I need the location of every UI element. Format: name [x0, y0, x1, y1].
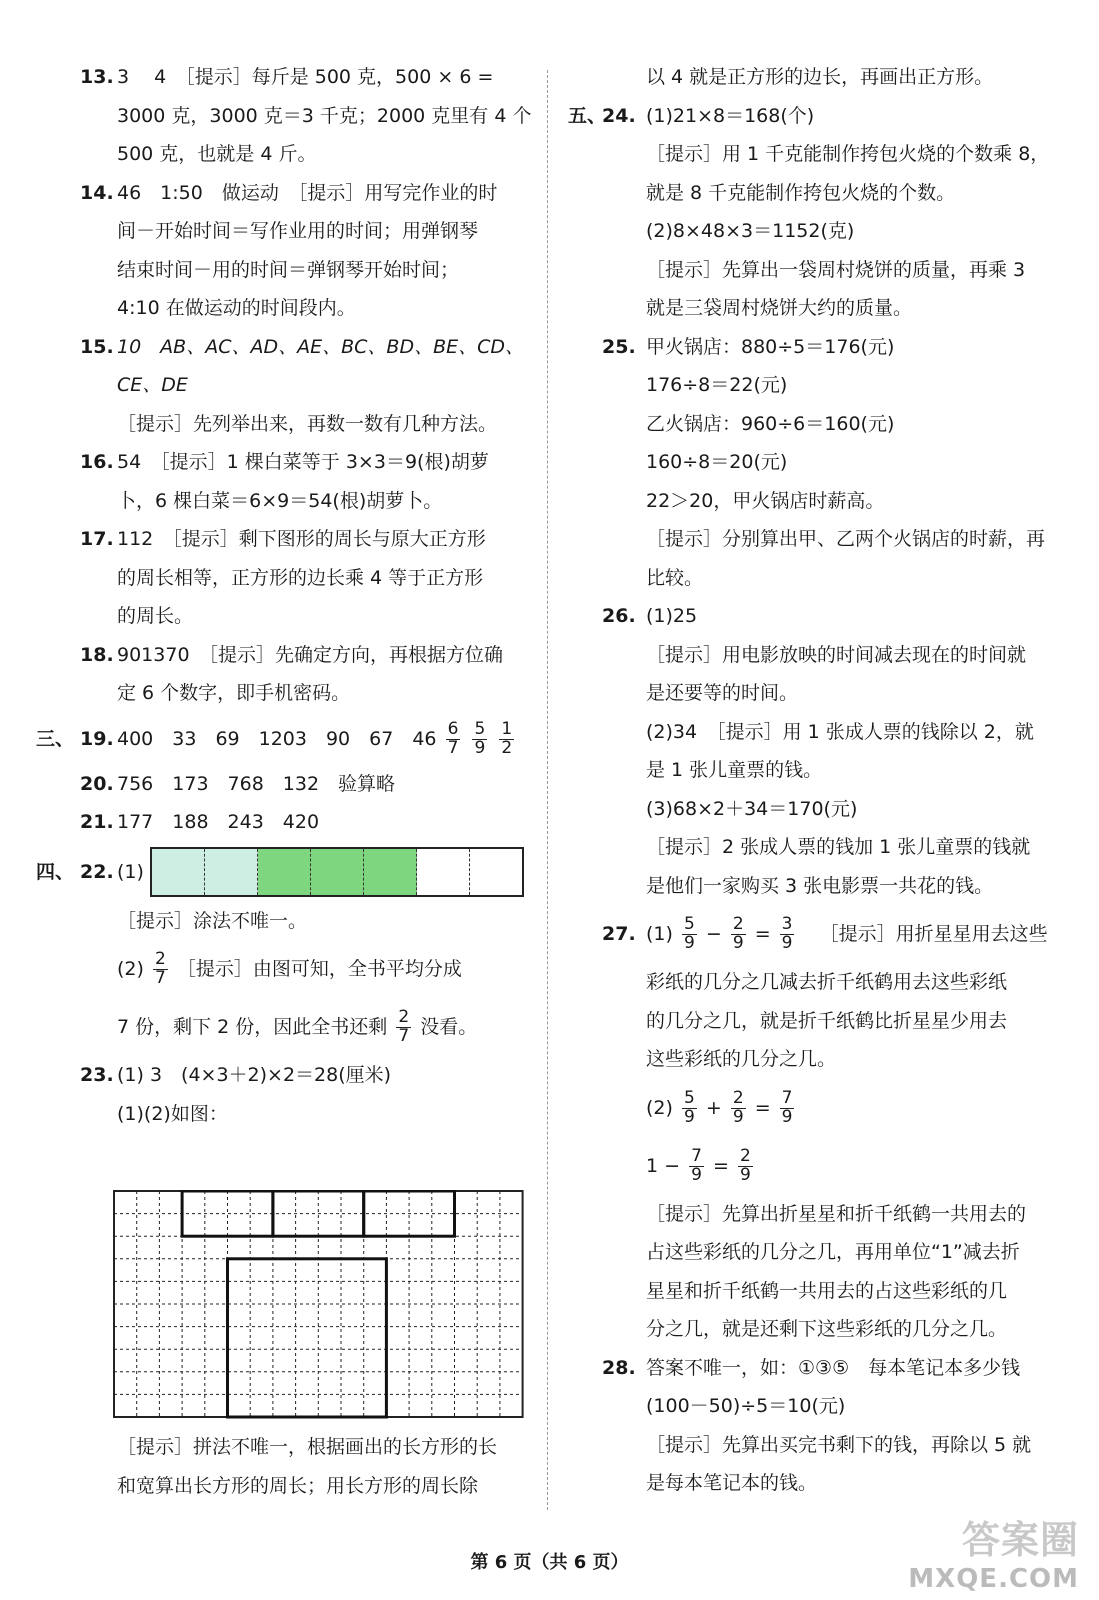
- grid-figure: [113, 1190, 525, 1420]
- q15-line1: [80, 328, 530, 367]
- q18-line2: 定 6 个数字，即手机密码。: [117, 682, 351, 704]
- q19-frac-1: $\frac{6}{7}$: [447, 718, 459, 758]
- q27-frac-c2: $\frac{7}{9}$: [781, 1087, 793, 1127]
- q21-line: [80, 803, 530, 842]
- r-line-20: ［提示］2 张成人票的钱加 1 张儿童票的钱就: [646, 836, 1031, 858]
- q19-label: 19.: [80, 727, 114, 750]
- r-line-15: ［提示］用电影放映的时间减去现在的时间就: [646, 643, 1027, 666]
- q26-label: 26.: [602, 605, 636, 627]
- q22-line3b: 没看。: [420, 1016, 478, 1038]
- q13-line3: 500 克，也就是 4 斤。: [117, 143, 317, 165]
- q22-frac: $\frac{2}{7}$: [154, 949, 166, 988]
- q27-eq2: =: [754, 1096, 771, 1119]
- q14-line2: 间－开始时间＝写作业用的时间；用弹钢琴: [117, 220, 479, 242]
- q26-line1: [568, 597, 1068, 636]
- q17-line1: [80, 520, 530, 559]
- q27-l3: 的几分之几，就是折千纸鹤比折星星少用去: [646, 1009, 1008, 1032]
- r-line-3: 就是 8 千克能制作挎包火烧的个数。: [646, 181, 956, 204]
- q27-h4: 分之几，就是还剩下这些彩纸的几分之几。: [646, 1318, 1008, 1340]
- q16-line2: 卜，6 棵白菜＝6×9＝54(根)胡萝卜。: [117, 489, 443, 512]
- r-line-11: 22＞20，甲火锅店时薪高。: [646, 489, 885, 512]
- q17-text1: 112 ［提示］剩下图形的周长与原大正方形: [117, 528, 486, 550]
- q17-line3: 的周长。: [117, 605, 194, 627]
- q27-frac-c1: $\frac{3}{9}$: [781, 914, 793, 953]
- q28-label: 28.: [602, 1356, 636, 1379]
- q27-p2: (2): [646, 1096, 673, 1119]
- q14-line4: 4:10 在做运动的时间段内。: [117, 297, 356, 319]
- q22-hint2: ［提示］由图可知，全书平均分成: [176, 958, 462, 980]
- q22-line2: [80, 940, 530, 998]
- q22-part1: (1): [117, 860, 144, 883]
- section-4-label: 四、: [36, 860, 75, 883]
- q13-line1: [80, 58, 530, 97]
- bar-cell-1: [152, 849, 205, 895]
- q18-label: 18.: [80, 643, 114, 666]
- q17-line2: 的周长相等，正方形的边长乘 4 等于正方形: [117, 566, 484, 589]
- q27-l4: 这些彩纸的几分之几。: [646, 1048, 837, 1070]
- section-3-label: 三、: [36, 727, 75, 750]
- page-footer: 第 6 页（共 6 页）: [470, 1552, 629, 1573]
- r-line-5: ［提示］先算出一袋周村烧饼的质量，再乘 3: [646, 258, 1026, 281]
- q27-line1: [568, 905, 1068, 963]
- column-divider: [547, 70, 548, 1510]
- q16-label: 16.: [80, 451, 114, 473]
- q13-label: 13.: [80, 66, 114, 88]
- q27-frac-b2: $\frac{2}{9}$: [732, 1087, 744, 1127]
- q27-hint1: ［提示］用折星星用去这些: [819, 923, 1048, 945]
- q24-line1: [568, 97, 1068, 136]
- watermark-bottom: MXQE.COM: [908, 1564, 1079, 1594]
- r-line-19: (3)68×2＋34＝170(元): [646, 797, 858, 820]
- bar-cell-5: [364, 849, 417, 895]
- q23-line1: [80, 1056, 530, 1095]
- q27-frac-d3: $\frac{7}{9}$: [691, 1145, 702, 1185]
- q23-text: (1) 3 (4×3＋2)×2＝28(厘米): [117, 1064, 392, 1086]
- q21-label: 21.: [80, 811, 114, 833]
- r-line-12: ［提示］分别算出甲、乙两个火锅店的时薪，再: [646, 528, 1046, 550]
- q16-line1: [80, 443, 530, 482]
- q27-label: 27.: [602, 923, 636, 945]
- q23-label: 23.: [80, 1064, 114, 1086]
- bar-cell-7: [470, 849, 522, 895]
- q27-frac-a1: $\frac{5}{9}$: [683, 914, 695, 953]
- q22-line3a: 7 份，剩下 2 份，因此全书还剩: [117, 1016, 388, 1038]
- q28-l2: (100－50)÷5＝10(元): [646, 1395, 846, 1417]
- q22-part2: (2): [117, 958, 144, 980]
- q28-line1: [568, 1349, 1068, 1388]
- q27-line-p3: [568, 1137, 1068, 1195]
- q14-label: 14.: [80, 181, 114, 204]
- q20-line: [80, 765, 530, 804]
- q28-l3: ［提示］先算出买完书剩下的钱，再除以 5 就: [646, 1433, 1032, 1456]
- q19-line: [36, 713, 530, 765]
- q19-frac-3: $\frac{1}{2}$: [501, 718, 513, 758]
- q27-p1: (1): [646, 923, 673, 945]
- q15-line2: CE、DE: [117, 374, 188, 396]
- bar-cell-6: [417, 849, 470, 895]
- q22-frac-2: $\frac{2}{7}$: [398, 1007, 410, 1046]
- q19-values: 400 33 69 1203 90 67 46: [117, 727, 437, 750]
- q13-text1: 3 4 ［提示］每斤是 500 克，500 × 6 =: [117, 66, 494, 88]
- r-line-6: 就是三袋周村烧饼大约的质量。: [646, 297, 913, 319]
- q24-label: 24.: [602, 104, 636, 127]
- r-line-4: (2)8×48×3＝1152(克): [646, 220, 855, 242]
- r-line-0: 以 4 就是正方形的边长，再画出正方形。: [646, 66, 994, 88]
- q15-label: 15.: [80, 335, 114, 358]
- q14-line3: 结束时间－用的时间＝弹钢琴开始时间；: [117, 258, 460, 281]
- r-line-18: 是 1 张儿童票的钱。: [646, 759, 823, 781]
- bar-cell-4: [311, 849, 364, 895]
- section-5-label: 五、: [568, 104, 607, 127]
- r-line-9: 乙火锅店：960÷6＝160(元): [646, 412, 895, 435]
- left-column-bottom: [80, 1428, 530, 1505]
- q27-h1: ［提示］先算出折星星和折千纸鹤一共用去的: [646, 1202, 1027, 1225]
- q22-line1: [36, 842, 530, 902]
- q22-label: 22.: [80, 860, 114, 883]
- q18-text1: 901370 ［提示］先确定方向，再根据方位确: [117, 643, 504, 666]
- bar-cell-2: [205, 849, 258, 895]
- q27-eq3: =: [712, 1154, 729, 1177]
- bar-cell-3: [258, 849, 311, 895]
- q22-hint1: ［提示］涂法不唯一。: [117, 909, 308, 932]
- r-line-17: (2)34 ［提示］用 1 张成人票的钱除以 2，就: [646, 720, 1034, 743]
- right-column: [568, 58, 1068, 1503]
- q24-text: (1)21×8＝168(个): [646, 104, 815, 127]
- q27-eq1: =: [754, 923, 771, 945]
- q25-text: 甲火锅店：880÷5＝176(元): [646, 335, 895, 358]
- r-line-10: 160÷8＝20(元): [646, 451, 788, 473]
- q14-line1: [80, 174, 530, 213]
- fraction-bar: [150, 847, 524, 897]
- q23-line2: (1)(2)如图：: [117, 1102, 228, 1125]
- watermark-top: 答案圈: [961, 1518, 1079, 1562]
- q23-hint1: ［提示］拼法不唯一，根据画出的长方形的长: [117, 1436, 498, 1458]
- q25-line1: [568, 328, 1068, 367]
- q18-line1: [80, 636, 530, 675]
- watermark: [908, 1509, 1079, 1594]
- q19-frac-2: $\frac{5}{9}$: [474, 718, 486, 758]
- q27-frac-b1: $\frac{2}{9}$: [732, 914, 744, 953]
- q28-l1: 答案不唯一，如：①③⑤ 每本笔记本多少钱: [646, 1356, 1021, 1379]
- r-line-2: ［提示］用 1 千克能制作挎包火烧的个数乘 8，: [646, 143, 1050, 165]
- r-line-21: 是他们一家购买 3 张电影票一共花的钱。: [646, 874, 994, 897]
- q22-line3: [80, 998, 530, 1056]
- r-line-13: 比较。: [646, 566, 704, 589]
- q27-minus: −: [664, 1154, 681, 1177]
- q21-text: 177 188 243 420: [117, 811, 320, 833]
- left-column: [36, 58, 532, 1133]
- q16-text1: 54 ［提示］1 棵白菜等于 3×3＝9(根)胡萝: [117, 451, 489, 473]
- q27-frac-a2: $\frac{5}{9}$: [683, 1087, 695, 1127]
- q23-hint2: 和宽算出长方形的周长；用长方形的周长除: [117, 1474, 479, 1497]
- q27-op1: −: [705, 923, 722, 945]
- q20-label: 20.: [80, 772, 114, 795]
- q15-hint: ［提示］先列举出来，再数一数有几种方法。: [117, 412, 498, 435]
- q17-label: 17.: [80, 528, 114, 550]
- q27-line-p2: [568, 1079, 1068, 1137]
- q27-l2: 彩纸的几分之几减去折千纸鹤用去这些彩纸: [646, 971, 1008, 993]
- q27-op2: +: [705, 1096, 722, 1119]
- q15-text1: 10 AB、AC、AD、AE、BC、BD、BE、CD、: [117, 335, 525, 358]
- q27-h2: 占这些彩纸的几分之几，再用单位“1”减去折: [646, 1241, 1020, 1263]
- q14-text1: 46 1:50 做运动 ［提示］用写完作业的时: [117, 181, 498, 204]
- q25-label: 25.: [602, 335, 636, 358]
- q27-one: 1: [646, 1154, 659, 1177]
- q27-frac-e3: $\frac{2}{9}$: [739, 1145, 751, 1185]
- q26-text: (1)25: [646, 605, 698, 627]
- r-line-8: 176÷8＝22(元): [646, 374, 788, 396]
- q13-line2: 3000 克，3000 克＝3 千克；2000 克里有 4 个: [117, 104, 532, 127]
- q27-h3: 星星和折千纸鹤一共用去的占这些彩纸的几: [646, 1279, 1008, 1302]
- figure-large-square: [228, 1259, 387, 1417]
- r-line-16: 是还要等的时间。: [646, 682, 799, 704]
- q20-text: 756 173 768 132 验算略: [117, 772, 396, 795]
- q28-l4: 是每本笔记本的钱。: [646, 1472, 818, 1494]
